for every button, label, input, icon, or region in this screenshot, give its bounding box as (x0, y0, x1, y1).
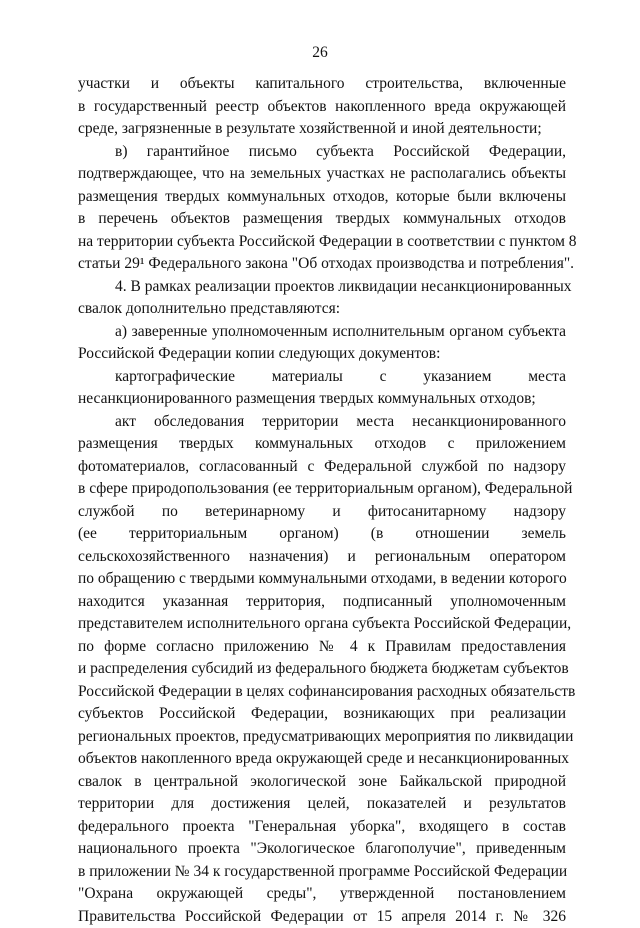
text-line: субъектов Российской Федерации, возникающих при реализации (78, 703, 566, 726)
text-line: по обращению с твердыми коммунальными отходами, в ведении которого (78, 568, 566, 591)
text-line: подтверждающее, что на земельных участках не располагались объекты (78, 163, 566, 186)
text-line: территории для достижения целей, показателей и результатов (78, 793, 566, 816)
text-line: Правительства Российской Федерации от 15 апреля 2014 г. № 326 (78, 906, 566, 928)
text-line: 4. В рамках реализации проектов ликвидации несанкционированных (78, 276, 566, 299)
text-line: свалок в центральной экологической зоне Байкальской природной (78, 771, 566, 794)
text-line: представителем исполнительного органа субъекта Российской Федерации, (78, 613, 566, 636)
text-line: национального проекта "Экологическое благополучие", приведенным (78, 838, 566, 861)
text-line: свалок дополнительно представляются: (78, 298, 566, 321)
text-line: Российской Федерации в целях софинансирования расходных обязательств (78, 681, 566, 704)
text-line: объектов накопленного вреда окружающей среде и несанкционированных (78, 748, 566, 771)
text-line: в сфере природопользования (ее территориальным органом), Федеральной (78, 478, 566, 501)
text-line: несанкционированного размещения твердых коммунальных отходов; (78, 388, 566, 411)
text-line: картографические материалы с указанием места (78, 366, 566, 389)
text-line: и распределения субсидий из федерального бюджета бюджетам субъектов (78, 658, 566, 681)
text-line: сельскохозяйственного назначения) и региональным оператором (78, 546, 566, 569)
text-line: "Охрана окружающей среды", утвержденной постановлением (78, 883, 566, 906)
text-line: Российской Федерации копии следующих документов: (78, 343, 566, 366)
page-number: 26 (0, 44, 640, 62)
text-line: фотоматериалов, согласованный с Федеральной службой по надзору (78, 456, 566, 479)
text-line: находится указанная территория, подписанный уполномоченным (78, 591, 566, 614)
text-line: размещения твердых коммунальных отходов, которые были включены (78, 186, 566, 209)
text-line: региональных проектов, предусматривающих мероприятия по ликвидации (78, 726, 566, 749)
text-line: федерального проекта "Генеральная уборка", входящего в состав (78, 816, 566, 839)
text-line: в перечень объектов размещения твердых коммунальных отходов (78, 208, 566, 231)
text-line: размещения твердых коммунальных отходов с приложением (78, 433, 566, 456)
text-line: участки и объекты капитального строительства, включенные (78, 73, 566, 96)
text-line: в приложении № 34 к государственной программе Российской Федерации (78, 861, 566, 884)
text-line: а) заверенные уполномоченным исполнительным органом субъекта (78, 321, 566, 344)
text-line: службой по ветеринарному и фитосанитарному надзору (78, 501, 566, 524)
text-line: на территории субъекта Российской Федерации в соответствии с пунктом 8 (78, 231, 566, 254)
text-line: статьи 29¹ Федерального закона "Об отходах производства и потребления". (78, 253, 566, 276)
document-body (78, 73, 566, 928)
text-line: акт обследования территории места несанкционированного (78, 411, 566, 434)
text-line: (ее территориальным органом) (в отношении земель (78, 523, 566, 546)
text-line: среде, загрязненные в результате хозяйственной и иной деятельности; (78, 118, 566, 141)
text-line: в) гарантийное письмо субъекта Российской Федерации, (78, 141, 566, 164)
text-line: по форме согласно приложению № 4 к Правилам предоставления (78, 636, 566, 659)
text-line: в государственный реестр объектов накопленного вреда окружающей (78, 96, 566, 119)
